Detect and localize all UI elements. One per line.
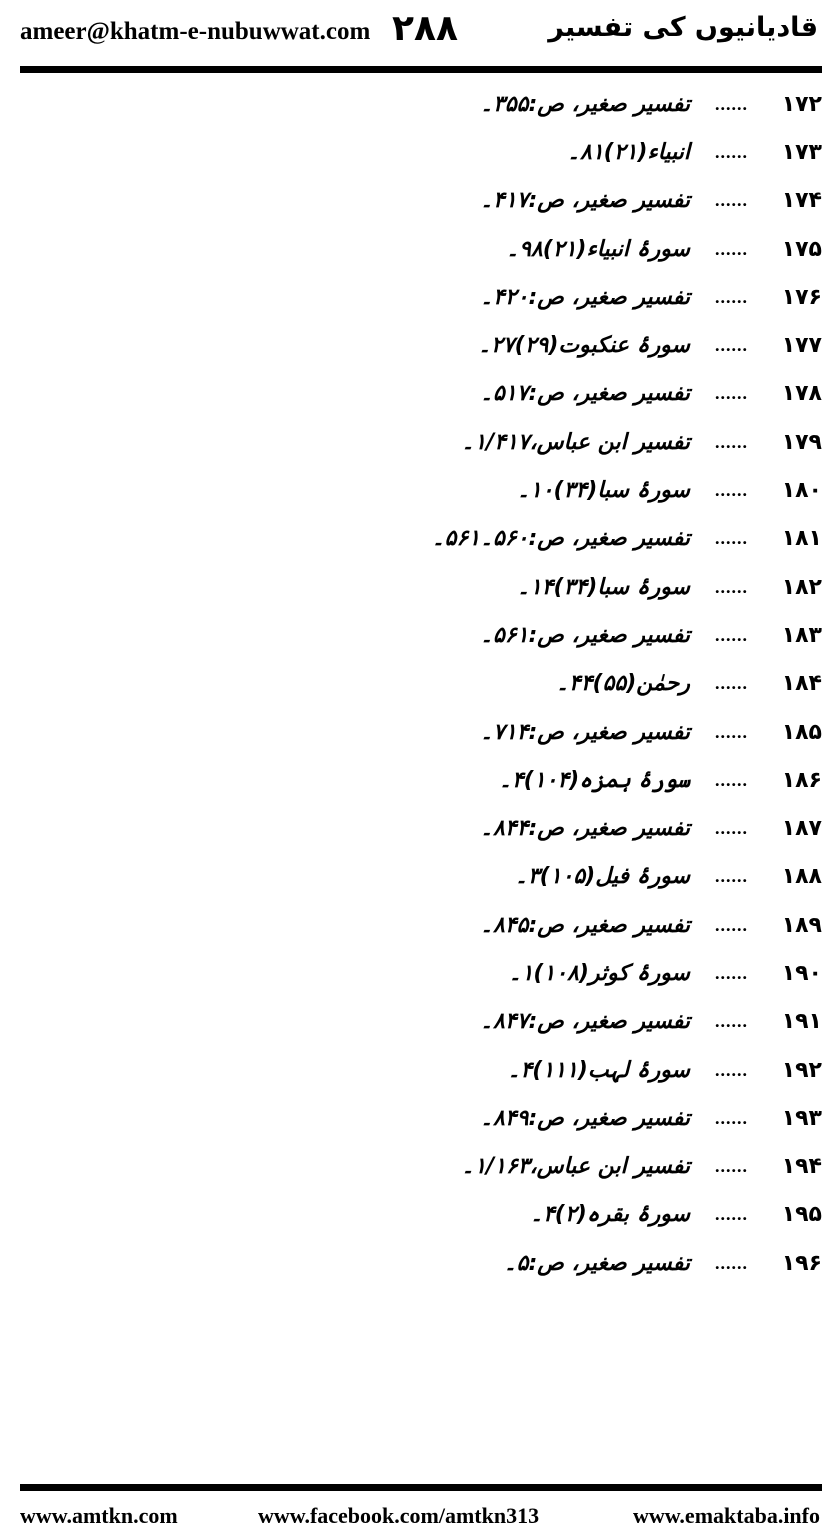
footnote-number: ۱۷۶ (781, 284, 822, 310)
footnote-reference: تفسیر ابن عباس،۱/۱۶۳۔ (461, 1154, 690, 1180)
footnote-dots: ...... (715, 238, 748, 259)
footnote-number: ۱۷۹ (781, 429, 822, 455)
footnote-reference: سورۂ ہمزہ(۱۰۴)۴۔ (498, 767, 690, 793)
footnote-number: ۱۹۱ (781, 1009, 822, 1035)
footnote-number: ۱۷۸ (781, 381, 822, 407)
footnote-dots: ...... (715, 1204, 748, 1225)
footnote-dots: ...... (715, 769, 748, 790)
footnote-dots: ...... (715, 431, 748, 452)
footnote-number: ۱۸۲ (781, 574, 822, 600)
footnote-dots: ...... (715, 1252, 748, 1273)
page-number: ۲۸۸ (392, 8, 458, 49)
footnote-reference: سورۂ عنکبوت(۲۹)۲۷۔ (478, 333, 690, 359)
footnote-number: ۱۷۴ (781, 188, 822, 214)
footer-link-facebook[interactable]: www.facebook.com/amtkn313 (258, 1503, 540, 1528)
footnote-number: ۱۹۳ (781, 1105, 822, 1131)
footnote-number: ۱۷۵ (781, 236, 822, 262)
footnote-reference: سورۂ فیل(۱۰۵)۳۔ (514, 864, 690, 890)
footnote-number: ۱۸۱ (781, 526, 822, 552)
footnote-reference: تفسیر صغیر، ص:۴۲۰۔ (480, 284, 690, 310)
footnote-entry (22, 418, 822, 466)
footnote-entry (22, 1239, 822, 1287)
footnote-number: ۱۹۵ (781, 1202, 822, 1228)
footnote-dots: ...... (715, 1156, 748, 1177)
footnote-reference: سورۂ لہب(۱۱۱)۴۔ (507, 1057, 690, 1083)
footnote-dots: ...... (715, 1011, 748, 1032)
footnote-entry (22, 563, 822, 611)
footnote-reference: تفسیر صغیر، ص:۴۱۷۔ (480, 188, 690, 214)
book-title: قادیانیوں کی تفسیر (548, 12, 818, 43)
footnote-dots: ...... (715, 286, 748, 307)
footnote-reference: تفسیر صغیر، ص:۸۴۷۔ (480, 1009, 690, 1035)
footnote-entry (22, 1143, 822, 1191)
footnote-number: ۱۸۵ (781, 719, 822, 745)
page-footer (0, 1503, 840, 1533)
footnote-reference: تفسیر ابن عباس،۱/۴۱۷۔ (461, 429, 690, 455)
footer-link-emaktaba[interactable]: www.emaktaba.info (632, 1503, 820, 1528)
footnote-entry (22, 370, 822, 418)
footnote-dots: ...... (715, 721, 748, 742)
footnote-entry (22, 949, 822, 997)
footnote-reference: تفسیر صغیر، ص:۸۴۵۔ (480, 912, 690, 938)
footnote-entry (22, 128, 822, 176)
footnote-entry (22, 804, 822, 852)
footnote-number: ۱۸۳ (781, 622, 822, 648)
footnote-number: ۱۸۸ (781, 864, 822, 890)
footnote-entry (22, 515, 822, 563)
footnote-entry (22, 273, 822, 321)
footnote-number: ۱۸۹ (781, 912, 822, 938)
footnote-dots: ...... (715, 335, 748, 356)
footnote-dots: ...... (715, 962, 748, 983)
footnote-reference: رحمٰن(۵۵)۴۴۔ (556, 671, 690, 697)
footnote-entry (22, 1094, 822, 1142)
footnote-entry (22, 1046, 822, 1094)
footnote-entry (22, 466, 822, 514)
footnote-list (22, 80, 822, 1287)
footnote-entry (22, 660, 822, 708)
footnote-entry (22, 611, 822, 659)
footnote-dots: ...... (715, 528, 748, 549)
footnote-number: ۱۷۲ (781, 91, 822, 117)
footnote-entry (22, 998, 822, 1046)
footnote-dots: ...... (715, 818, 748, 839)
footnote-number: ۱۹۶ (781, 1250, 822, 1276)
footnote-dots: ...... (715, 480, 748, 501)
footnote-dots: ...... (715, 866, 748, 887)
footer-rule (20, 1484, 822, 1491)
footnote-reference: تفسیر صغیر، ص:۸۴۴۔ (480, 816, 690, 842)
footnote-number: ۱۸۰ (781, 478, 822, 504)
footnote-reference: انبیاء(۲۱)۸۱۔ (567, 139, 690, 165)
footnote-entry (22, 1191, 822, 1239)
footnote-entry (22, 80, 822, 128)
footnote-number: ۱۸۶ (781, 767, 822, 793)
footnote-reference: تفسیر صغیر، ص:۵۔ (503, 1250, 690, 1276)
footnote-reference: سورۂ بقرہ(۲)۴۔ (530, 1202, 690, 1228)
footnote-entry (22, 708, 822, 756)
footnote-dots: ...... (715, 1059, 748, 1080)
footnote-dots: ...... (715, 914, 748, 935)
footnote-dots: ...... (715, 1107, 748, 1128)
footnote-dots: ...... (715, 576, 748, 597)
footnote-number: ۱۸۷ (781, 816, 822, 842)
footnote-dots: ...... (715, 141, 748, 162)
footnote-entry (22, 853, 822, 901)
footnote-number: ۱۷۷ (781, 333, 822, 359)
footnote-number: ۱۹۴ (781, 1154, 822, 1180)
footnote-dots: ...... (715, 93, 748, 114)
footnote-reference: تفسیر صغیر، ص:۷۱۴۔ (480, 719, 690, 745)
footer-link-amtkn[interactable]: www.amtkn.com (20, 1503, 178, 1528)
footnote-reference: سورۂ انبیاء(۲۱)۹۸۔ (506, 236, 690, 262)
footnote-number: ۱۹۲ (781, 1057, 822, 1083)
footnote-reference: سورۂ کوثر(۱۰۸)۱۔ (508, 960, 690, 986)
footnote-reference: تفسیر صغیر، ص:۸۴۹۔ (480, 1105, 690, 1131)
footnote-reference: تفسیر صغیر، ص:۵۶۰۔۵۶۱۔ (431, 526, 690, 552)
footnote-entry (22, 177, 822, 225)
header-email: ameer@khatm-e-nubuwwat.com (20, 18, 371, 45)
footnote-dots: ...... (715, 190, 748, 211)
header-rule (20, 66, 822, 73)
footnote-number: ۱۷۳ (781, 139, 822, 165)
footnote-entry (22, 901, 822, 949)
page-header (0, 0, 840, 74)
footnote-reference: تفسیر صغیر، ص:۳۵۵۔ (480, 91, 690, 117)
footnote-dots: ...... (715, 673, 748, 694)
footnote-reference: تفسیر صغیر، ص:۵۱۷۔ (480, 381, 690, 407)
footnote-reference: سورۂ سبا(۳۴)۱۴۔ (516, 574, 690, 600)
footnote-entry (22, 756, 822, 804)
footnote-dots: ...... (715, 383, 748, 404)
footnote-reference: تفسیر صغیر، ص:۵۶۱۔ (480, 622, 690, 648)
footnote-reference: سورۂ سبا(۳۴)۱۰۔ (516, 478, 690, 504)
footnote-entry (22, 321, 822, 369)
footnote-entry (22, 225, 822, 273)
footnote-dots: ...... (715, 624, 748, 645)
footnote-number: ۱۹۰ (781, 960, 822, 986)
footnote-number: ۱۸۴ (781, 671, 822, 697)
